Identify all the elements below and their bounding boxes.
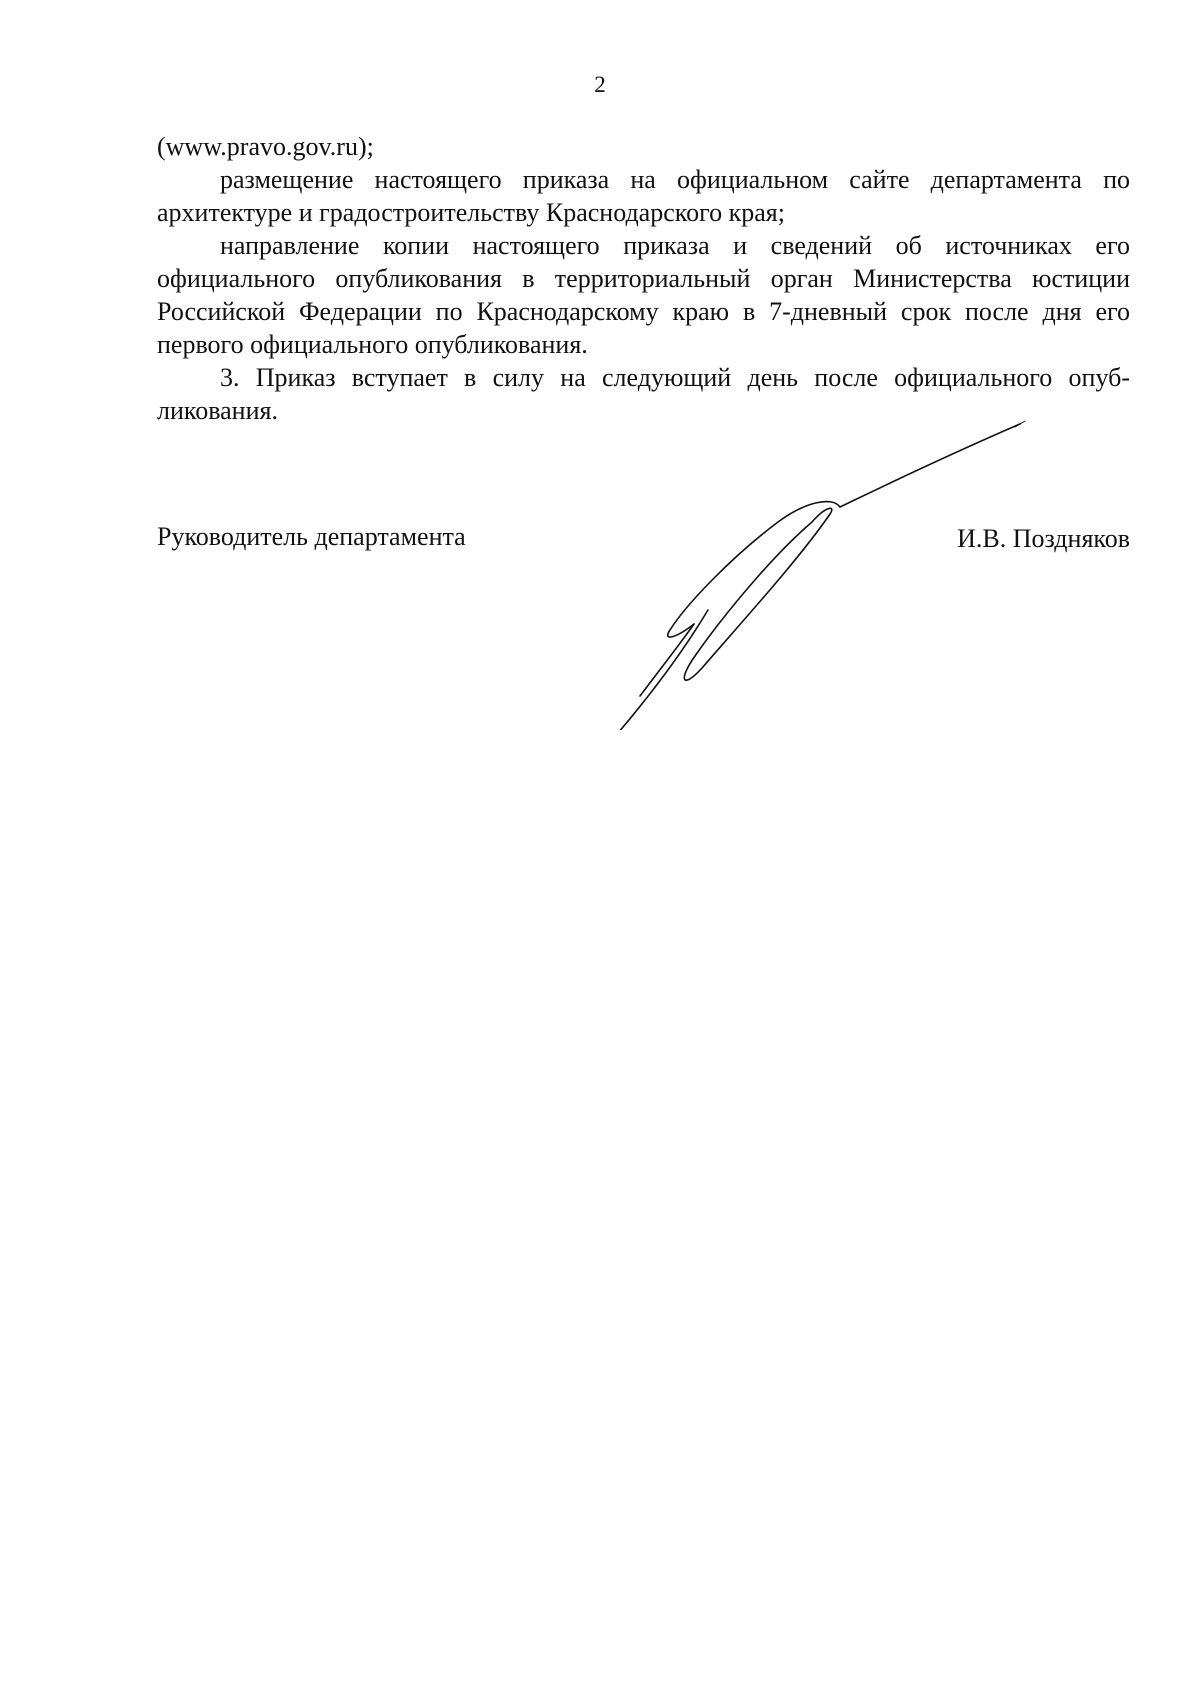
- paragraph-ministry-copy: направление копии настоящего приказа и сведений об источниках его официального опубликования в территориальный орган Министерства юстиции Российской Федерации по Краснодарскому краю в 7-дневный срок после дня его первого официального опубликования.: [157, 231, 1130, 359]
- paragraph-website-publication: размещение настоящего приказа на официальном сайте департамента по архитектуре и градостроительству Краснодарского края;: [157, 165, 1130, 227]
- document-body: [157, 130, 1130, 427]
- paragraph-effective-date: 3. Приказ вступает в силу на следующий день после официального опуб-ликования.: [157, 363, 1130, 425]
- signer-position-title: Руководитель департамента: [157, 522, 466, 551]
- handwritten-signature: [600, 410, 1030, 730]
- page-number: 2: [594, 72, 606, 97]
- signer-name: И.В. Поздняков: [957, 524, 1130, 553]
- paragraph-continuation: (www.pravo.gov.ru);: [157, 132, 374, 161]
